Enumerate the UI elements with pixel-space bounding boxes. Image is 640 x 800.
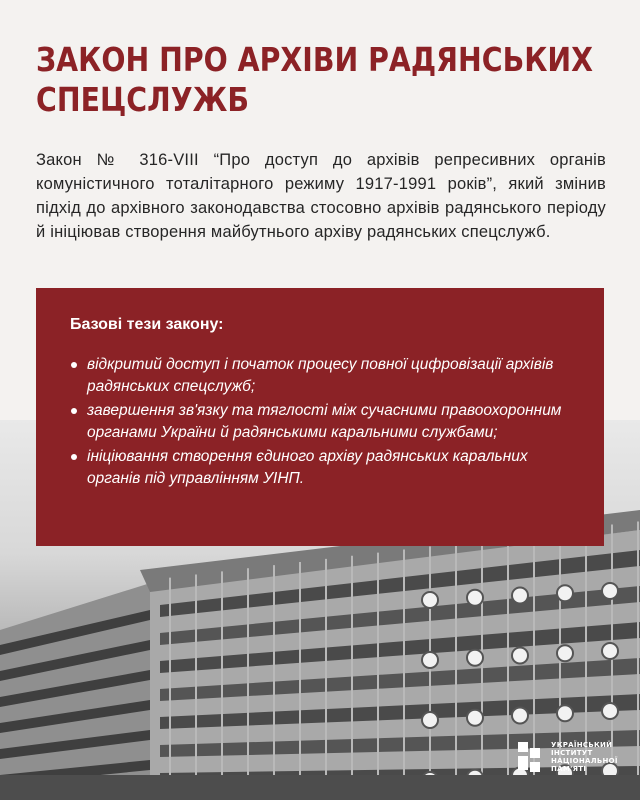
logo-line: ПАМ'ЯТІ [551, 765, 587, 773]
theses-card [36, 288, 604, 546]
theses-list [70, 354, 568, 490]
theses-title: Базові тези закону: [70, 316, 224, 333]
intro-paragraph: Закон № 316-VIII “Про доступ до архівів репресивних органів комуністичного тоталітарного режиму 1917-1991 років”, який змінив підхід до архівного законодавства стосовно архівів радянського періоду й ініціював створення майбутнього архіву радянських спецслужб. [36, 151, 606, 241]
title-line-2: СПЕЦСЛУЖБ [36, 80, 249, 119]
page-title [36, 40, 594, 120]
title-line-1: ЗАКОН ПРО АРХІВИ РАДЯНСЬКИХ [36, 40, 594, 79]
thesis-item: відкритий доступ і початок процесу повної цифровізації архівів радянських спецслужб; [70, 354, 568, 398]
thesis-item: ініціювання створення єдиного архіву радянських каральних органів під управлінням УІНП. [70, 446, 568, 490]
uinp-logo-icon [516, 740, 546, 774]
logo-line: НАЦІОНАЛЬНОЇ [551, 757, 618, 765]
thesis-item: завершення зв'язку та тяглості між сучасними правоохоронним органами України й радянськими каральними службами; [70, 400, 568, 444]
uinp-logo-text [551, 741, 618, 773]
logo-line: УКРАЇНСЬКИЙ [551, 741, 613, 749]
uinp-logo [516, 740, 618, 774]
logo-line: ІНСТИТУТ [551, 749, 593, 757]
